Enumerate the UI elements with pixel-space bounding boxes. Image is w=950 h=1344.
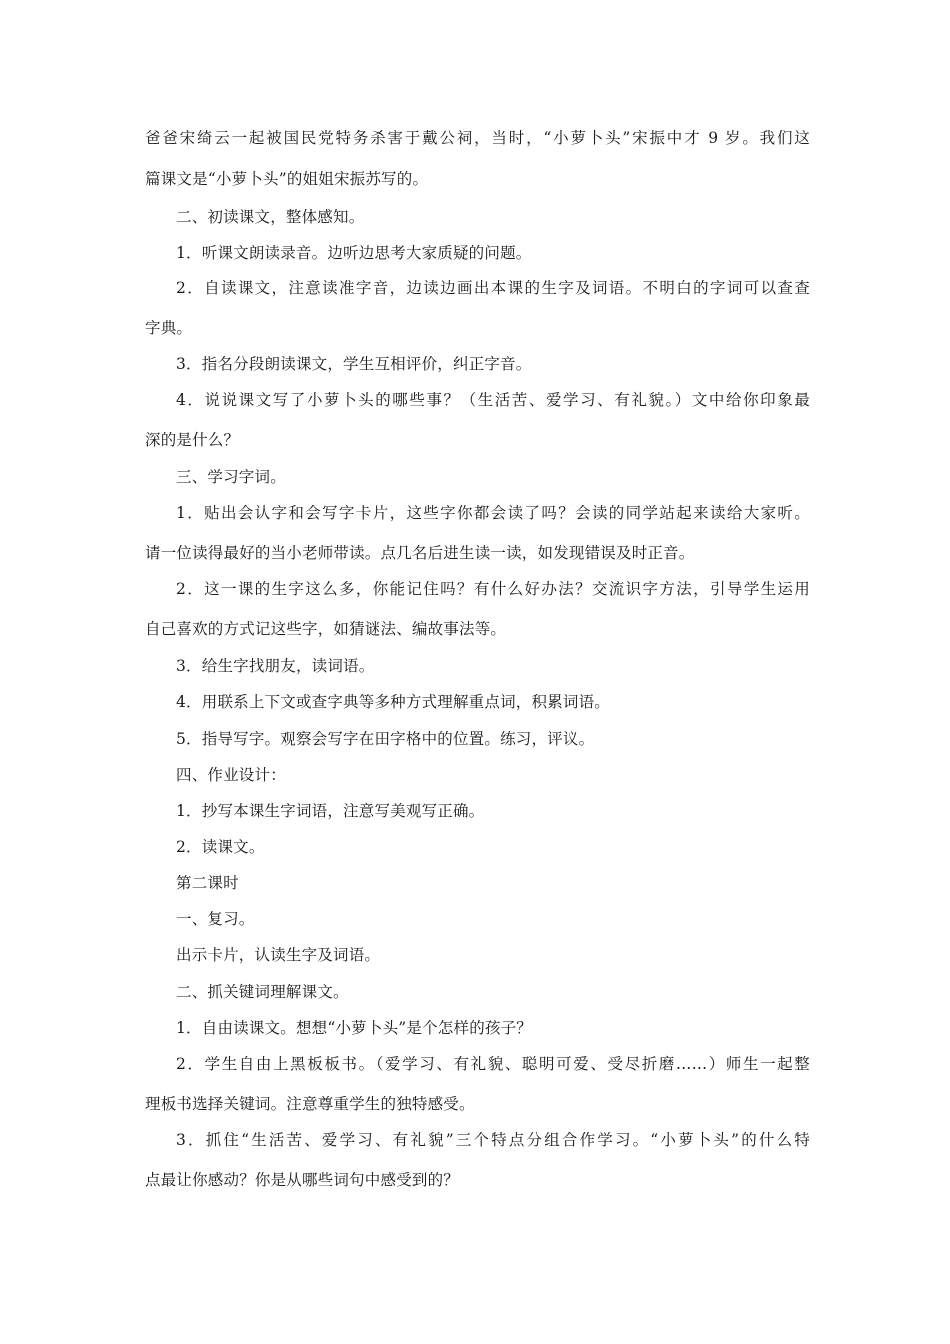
lesson-heading: 第二课时 — [176, 874, 239, 892]
section-heading: 四、作业设计： — [176, 766, 286, 784]
section-heading: 二、抓关键词理解课文。 — [176, 983, 349, 1001]
paragraph-line: 请一位读得最好的当小老师带读。点几名后进生读一读，如发现错误及时正音。 — [145, 544, 695, 562]
list-item: 2．自读课文，注意读准字音，边读边画出本课的生字及词语。不明白的字词可以查查 — [176, 279, 810, 297]
paragraph-line: 自己喜欢的方式记这些字，如猜谜法、编故事法等。 — [145, 620, 507, 638]
paragraph-line: 点最让你感动？你是从哪些词句中感受到的？ — [145, 1171, 460, 1189]
section-heading: 三、学习字词。 — [176, 468, 286, 486]
paragraph-line: 字典。 — [145, 319, 193, 337]
list-item: 3．给生字找朋友，读词语。 — [176, 657, 375, 675]
section-heading: 二、初读课文，整体感知。 — [176, 208, 365, 226]
paragraph-line: 深的是什么？ — [145, 431, 240, 449]
paragraph-line: 理板书选择关键词。注意尊重学生的独特感受。 — [145, 1095, 475, 1113]
list-item: 1．抄写本课生字词语，注意写美观写正确。 — [176, 802, 485, 820]
list-item: 1．贴出会认字和会写字卡片，这些字你都会读了吗？会读的同学站起来读给大家听。 — [176, 504, 810, 522]
paragraph-line: 出示卡片，认读生字及词语。 — [176, 946, 381, 964]
paragraph-line: 爸爸宋绮云一起被国民党特务杀害于戴公祠，当时，“小萝卜头”宋振中才 9 岁。我们这 — [145, 129, 810, 147]
list-item: 1．听课文朗读录音。边听边思考大家质疑的问题。 — [176, 244, 532, 262]
list-item: 4．说说课文写了小萝卜头的哪些事？（生活苦、爱学习、有礼貌。）文中给你印象最 — [176, 391, 810, 409]
list-item: 3．抓住“生活苦、爱学习、有礼貌”三个特点分组合作学习。“小萝卜头”的什么特 — [176, 1131, 810, 1149]
list-item: 3．指名分段朗读课文，学生互相评价，纠正字音。 — [176, 355, 532, 373]
list-item: 4．用联系上下文或查字典等多种方式理解重点词，积累词语。 — [176, 693, 610, 711]
list-item: 2．学生自由上黑板板书。（爱学习、有礼貌、聪明可爱、受尽折磨……）师生一起整 — [176, 1055, 810, 1073]
list-item: 2．这一课的生字这么多，你能记住吗？有什么好办法？交流识字方法，引导学生运用 — [176, 580, 810, 598]
list-item: 2．读课文。 — [176, 838, 265, 856]
list-item: 5．指导写字。观察会写字在田字格中的位置。练习，评议。 — [176, 730, 595, 748]
list-item: 1．自由读课文。想想“小萝卜头”是个怎样的孩子？ — [176, 1019, 533, 1037]
section-heading: 一、复习。 — [176, 910, 255, 928]
paragraph-line: 篇课文是“小萝卜头”的姐姐宋振苏写的。 — [145, 170, 429, 188]
